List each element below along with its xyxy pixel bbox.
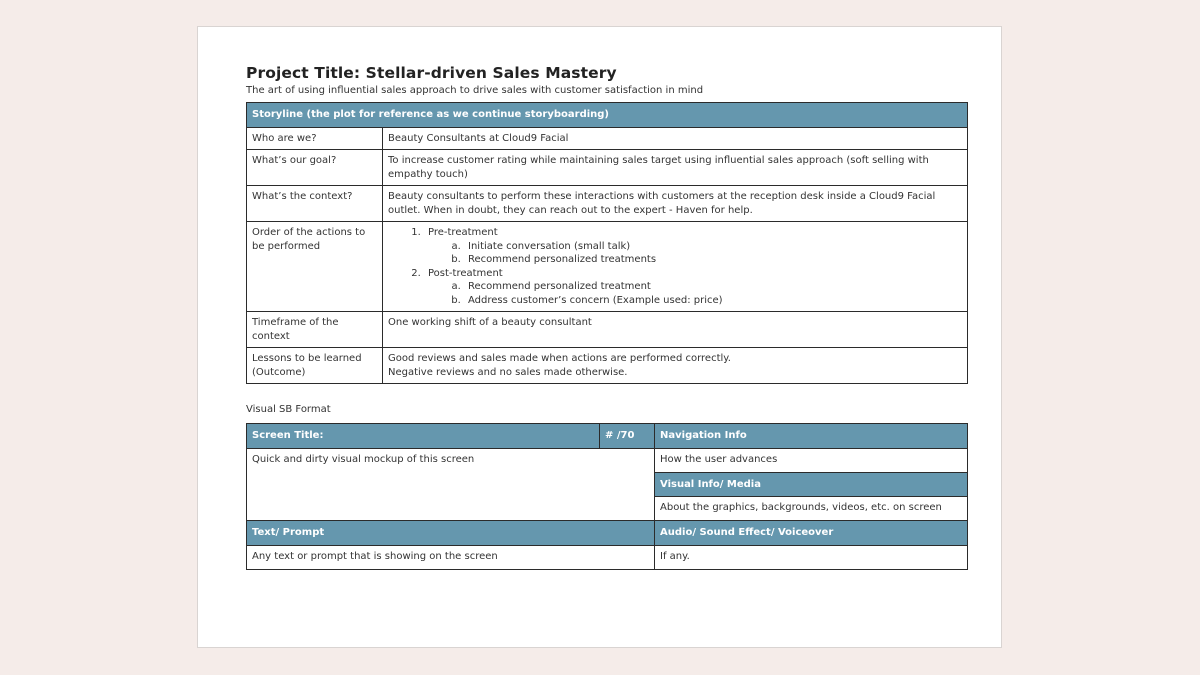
who-value: Beauty Consultants at Cloud9 Facial [383,127,968,150]
screen-title-header: Screen Title: [247,424,600,449]
audio-header: Audio/ Sound Effect/ Voiceover [655,521,968,546]
table-row [247,127,968,150]
project-subtitle: The art of using influential sales approach to drive sales with customer satisfaction in mind [246,85,704,96]
list-item [424,226,962,267]
storyline-table [246,102,968,384]
table-row [247,448,968,472]
project-title: Project Title: Stellar-driven Sales Mastery [246,64,617,82]
visual-desc: About the graphics, backgrounds, videos, etc. on screen [655,497,968,521]
visual-info-header: Visual Info/ Media [655,472,968,497]
lessons-line-1: Good reviews and sales made when actions are performed correctly. [388,353,731,364]
table-row [247,222,968,312]
table-row [247,424,968,449]
lessons-label: Lessons to be learned (Outcome) [247,348,383,384]
order-value [383,222,968,312]
pre-treatment-substeps [428,240,962,267]
timeframe-value: One working shift of a beauty consultant [383,312,968,348]
visual-sb-table [246,423,968,570]
lessons-line-2: Negative reviews and no sales made otherwise. [388,366,628,378]
timeframe-label: Timeframe of the context [247,312,383,348]
order-label: Order of the actions to be performed [247,222,383,312]
navigation-info-header: Navigation Info [655,424,968,449]
screen-number-header: # /70 [600,424,655,449]
text-prompt-desc: Any text or prompt that is showing on the screen [247,545,655,569]
context-label: What’s the context? [247,186,383,222]
order-steps-list [388,226,962,307]
table-row [247,312,968,348]
text-prompt-header: Text/ Prompt [247,521,655,546]
list-item [424,267,962,308]
step-post-treatment: Post-treatment [428,267,503,279]
table-row [247,150,968,186]
post-treatment-substeps [428,280,962,307]
visual-sb-label: Visual SB Format [246,404,331,415]
context-value: Beauty consultants to perform these interactions with customers at the reception desk inside a Cloud9 Facial outlet. When in doubt, they can reach out to the expert - Haven for help. [383,186,968,222]
list-item: b. Address customer’s concern (Example used: price) [464,294,962,308]
table-row [247,186,968,222]
mockup-cell: Quick and dirty visual mockup of this screen [247,448,655,521]
lessons-value [383,348,968,384]
list-item: a. Recommend personalized treatment [464,280,962,294]
document-page [197,26,1002,648]
list-item: a. Initiate conversation (small talk) [464,240,962,254]
table-row [247,348,968,384]
table-row [247,545,968,569]
storyline-header: Storyline (the plot for reference as we continue storyboarding) [247,103,968,128]
goal-label: What’s our goal? [247,150,383,186]
goal-value: To increase customer rating while maintaining sales target using influential sales approach (soft selling with empathy touch) [383,150,968,186]
document-content [246,63,968,570]
audio-desc: If any. [655,545,968,569]
navigation-desc: How the user advances [655,448,968,472]
table-row [247,521,968,546]
storyline-header-row [247,103,968,128]
list-item: b. Recommend personalized treatments [464,253,962,267]
who-label: Who are we? [247,127,383,150]
step-pre-treatment: Pre-treatment [428,227,498,238]
